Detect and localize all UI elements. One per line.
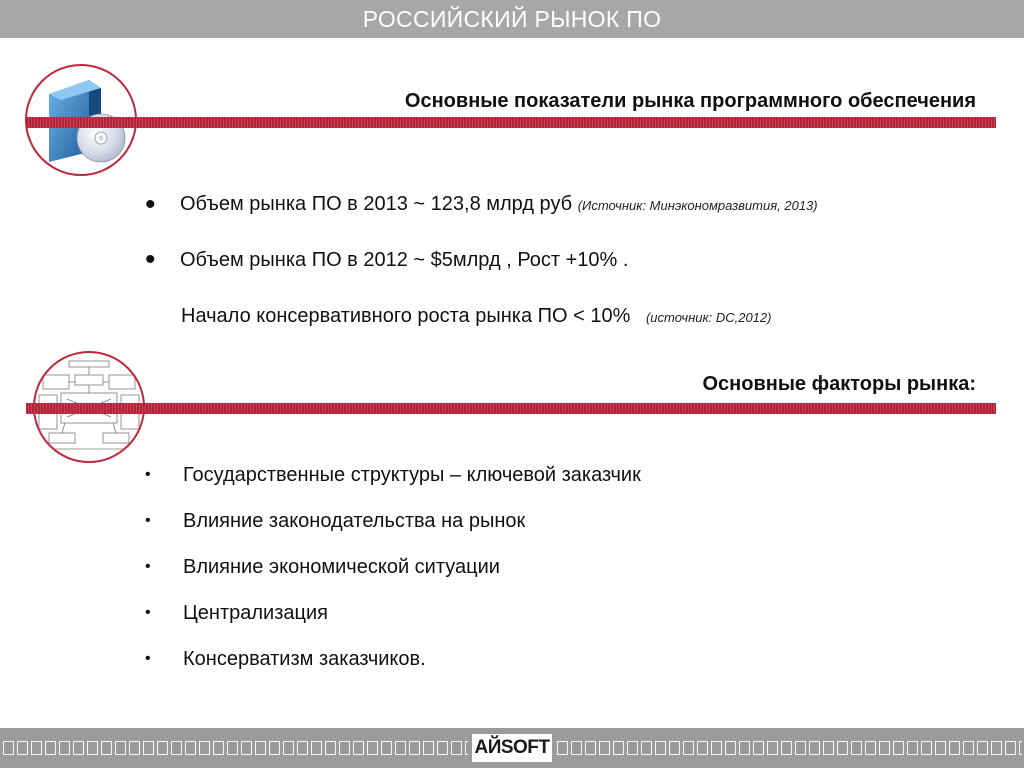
footer-pattern-right [556,741,1022,755]
list-item [145,636,641,682]
bullet-dot: • [145,558,151,575]
growth-line [181,305,771,328]
indicator-text: Объем рынка ПО в 2012 ~ $5млрд , Рост +10% . [180,249,629,271]
section-heading-indicators: Основные показатели рынка программного обеспечения [404,90,976,112]
top-header-bar [0,0,1024,38]
bullet-dot: • [145,604,151,621]
bullet-dot: • [145,650,151,667]
list-item [145,590,641,636]
factor-text: Консерватизм заказчиков. [183,647,426,670]
bullet-dot: • [145,466,151,483]
factor-text: Влияние законодательства на рынок [183,509,526,532]
section-divider [26,117,996,128]
section-heading-factors: Основные факторы рынка: [702,373,976,395]
indicator-line-2013 [180,193,818,216]
indicator-line-2012 [180,249,628,272]
indicator-text: Объем рынка ПО в 2013 ~ 123,8 млрд руб [180,193,573,215]
bullet-dot: • [145,512,151,529]
growth-source-note: (источник: DC,2012) [645,310,772,325]
section-divider [26,403,996,414]
factor-text: Влияние экономической ситуации [183,555,500,578]
list-item [145,498,641,544]
footer-pattern-left [2,741,468,755]
factors-list [145,452,641,682]
page-title: РОССИЙСКИЙ РЫНОК ПО [362,5,662,32]
company-logo [472,734,552,762]
factor-text: Централизация [183,601,328,624]
list-item [145,452,641,498]
factor-text: Государственные структуры – ключевой заказчик [183,463,641,486]
growth-text: Начало консервативного роста рынка ПО < 10% [181,305,631,327]
bullet-dot: • [145,188,156,221]
indicator-source-note: (Источник: Минэкономразвития, 2013) [577,198,818,213]
bullet-dot: • [145,243,156,276]
logo-text: АЙSOFT [474,737,550,758]
list-item [145,544,641,590]
